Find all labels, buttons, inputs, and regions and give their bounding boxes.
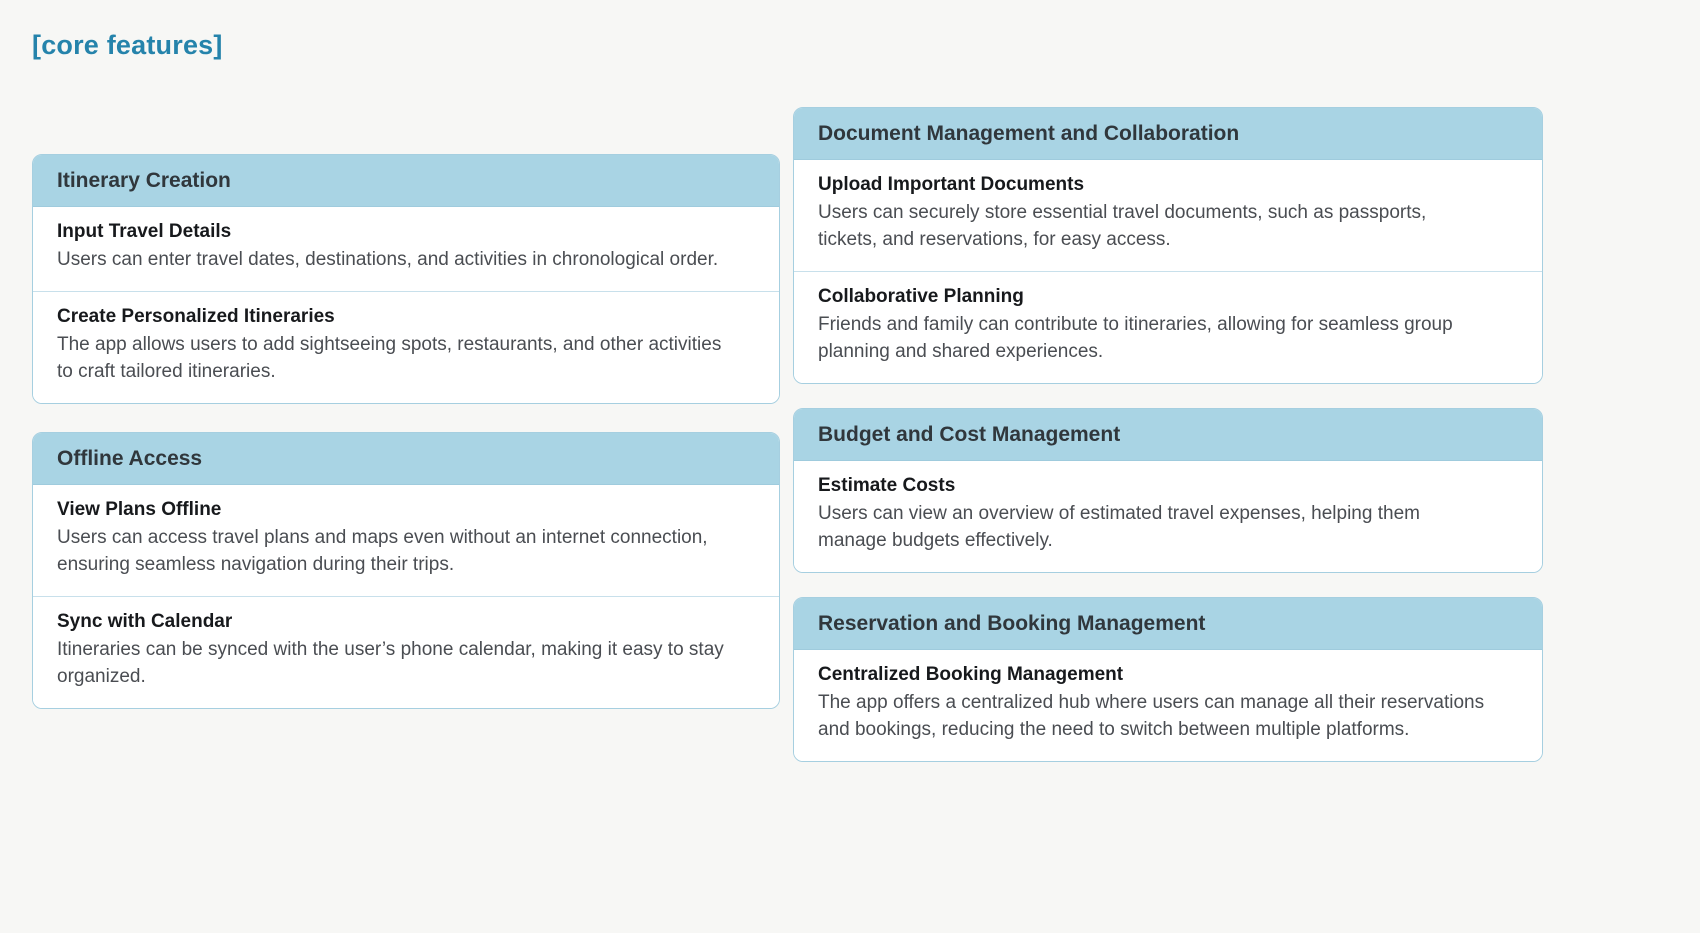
card-title: Offline Access xyxy=(57,446,203,470)
feature-item xyxy=(794,271,1542,383)
page-title: [core features] xyxy=(32,30,223,60)
feature-item xyxy=(33,596,779,708)
feature-item-description: Friends and family can contribute to itineraries, allowing for seamless group planning and shared experiences. xyxy=(818,313,1453,362)
feature-card-itinerary-creation xyxy=(32,154,780,404)
column-left xyxy=(32,107,780,737)
card-header xyxy=(794,108,1542,160)
feature-item-description: Users can view an overview of estimated travel expenses, helping them manage budgets effectively. xyxy=(818,502,1420,551)
card-title: Budget and Cost Management xyxy=(818,422,1121,446)
feature-item-description: The app allows users to add sightseeing spots, restaurants, and other activities to craft tailored itineraries. xyxy=(57,333,722,382)
card-header xyxy=(794,598,1542,650)
feature-item-title: Input Travel Details xyxy=(57,221,232,242)
feature-item-description: Users can securely store essential travel documents, such as passports, tickets, and reservations, for easy access. xyxy=(818,202,1427,250)
feature-item-description: Users can enter travel dates, destinations, and activities in chronological order. xyxy=(57,249,719,270)
feature-card-offline-access xyxy=(32,432,780,709)
card-header xyxy=(33,433,779,485)
card-body xyxy=(33,207,779,403)
card-body xyxy=(794,650,1542,761)
card-title: Reservation and Booking Management xyxy=(818,611,1206,635)
card-body xyxy=(794,461,1542,572)
feature-item xyxy=(794,650,1542,761)
card-body xyxy=(794,160,1542,383)
card-title: Document Management and Collaboration xyxy=(818,122,1240,145)
card-header xyxy=(794,409,1542,461)
feature-item-title: Create Personalized Itineraries xyxy=(57,305,335,327)
feature-item xyxy=(794,461,1542,572)
feature-item-title: Centralized Booking Management xyxy=(818,663,1124,685)
feature-item xyxy=(33,207,779,291)
feature-item xyxy=(794,160,1542,271)
feature-item-title: View Plans Offline xyxy=(57,498,222,520)
card-title: Itinerary Creation xyxy=(57,169,231,192)
feature-item xyxy=(33,485,779,596)
card-body xyxy=(33,485,779,708)
card-header xyxy=(33,155,779,207)
feature-item-title: Upload Important Documents xyxy=(818,174,1085,195)
feature-item-description: Users can access travel plans and maps even without an internet connection, ensuring seamless navigation during their trips. xyxy=(57,526,708,575)
feature-item-title: Collaborative Planning xyxy=(818,285,1024,307)
feature-item xyxy=(33,291,779,403)
features-columns xyxy=(32,107,1700,786)
feature-card-budget-cost-management xyxy=(793,408,1543,573)
column-right xyxy=(793,107,1543,786)
feature-item-description: The app offers a centralized hub where users can manage all their reservations and bookings, reducing the need to switch between multiple platforms. xyxy=(818,691,1485,740)
feature-card-reservation-booking-management xyxy=(793,597,1543,762)
feature-item-title: Sync with Calendar xyxy=(57,610,233,632)
feature-card-document-management xyxy=(793,107,1543,384)
feature-item-description: Itineraries can be synced with the user’s phone calendar, making it easy to stay organized. xyxy=(57,638,724,687)
feature-item-title: Estimate Costs xyxy=(818,474,956,496)
